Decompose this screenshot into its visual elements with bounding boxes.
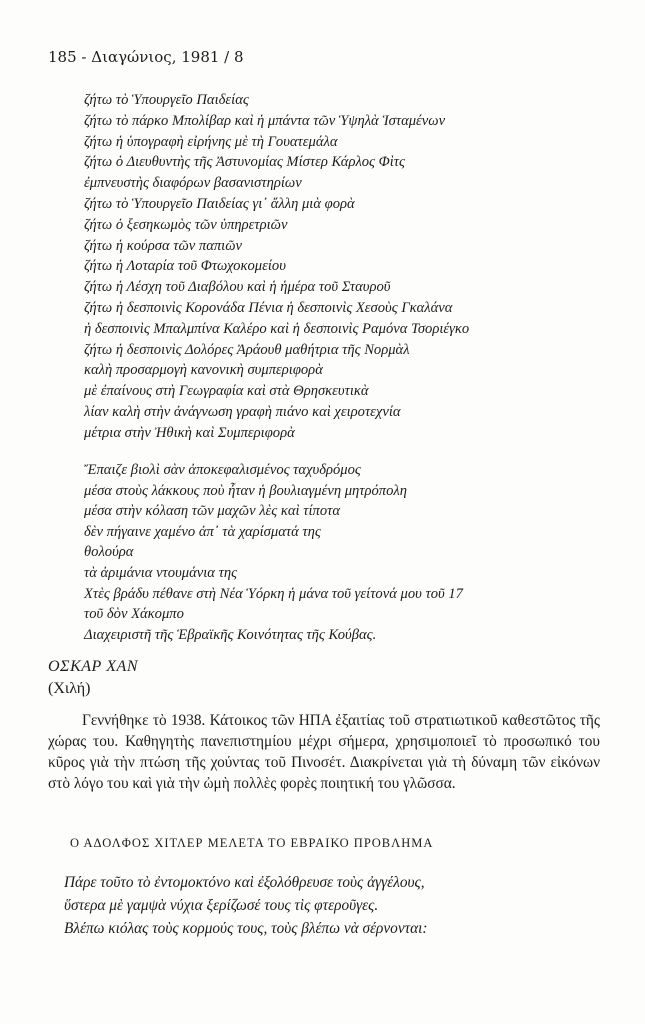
poem-line: ζήτω ὁ ξεσηκωμὸς τῶν ὑπηρετριῶν [84,216,288,233]
author-block [48,656,138,700]
poem-line: ἡ δεσποινὶς Μπαλμπίνα Καλέρο καὶ ἡ δεσποινὶς Ραμόνα Τσοριέγκο [84,320,470,337]
poem-line: μέσα στὴν κόλαση τῶν μαχῶν λὲς καὶ τίποτα [84,503,341,520]
poem-line: ζήτω ἡ δεσποινὶς Κορονάδα Πένια ἡ δεσποινὶς Χεσοὺς Γκαλάνα [84,299,453,316]
poem-line: Χτὲς βράδυ πέθανε στὴ Νέα Ὑόρκη ἡ μάνα τοῦ γείτονά μου τοῦ 17 [84,585,463,602]
poem-line: θολούρα [84,544,134,561]
poem-line: Πάρε τοῦτο τὸ ἐντομοκτόνο καὶ ἐξολόθρευσε τοὺς ἀγγέλους, [64,874,425,891]
poem-line: ζήτω τὸ Ὑπουργεῖο Παιδείας [84,92,249,108]
poem-line: Διαχειριστῆ τῆς Ἑβραϊκῆς Κοινότητας τῆς Κούβας. [84,626,377,643]
poem-line: ζήτω ἡ Λοταρία τοῦ Φτωχοκομείου [84,258,286,275]
poem-line: ἐμπνευστὴς διαφόρων βασανιστηρίων [84,175,302,192]
poem-line: ζήτω τὸ Ὑπουργεῖο Παιδείας γι᾿ ἄλλη μιὰ φορὰ [84,195,355,212]
poem-line: Ἔπαιζε βιολὶ σὰν ἀποκεφαλισμένος ταχυδρόμος [84,462,361,478]
poem-stanza-1 [84,90,469,444]
author-country: (Χιλή) [48,680,91,697]
poem-line: μέσα στοὺς λάκκους ποὺ ἦταν ἡ βουλιαγμένη μητρόπολη [84,482,407,499]
poem-line: ὕστερα μὲ γαμψὰ νύχια ξερίζωσέ τους τὶς φτεροῦγες. [64,897,379,914]
poem-line: ζήτω ὁ Διευθυντὴς τῆς Ἀστυνομίας Μίστερ Κάρλος Φὶτς [84,154,405,171]
poem-line: λίαν καλὴ στὴν ἀνάγνωση γραφὴ πιάνο καὶ χειροτεχνία [84,403,401,420]
page-header: 185 - Διαγώνιος, 1981 / 8 [48,48,244,66]
poem-line: ζήτω ἡ δεσποινὶς Δολόρες Ἀράουθ μαθήτρια τῆς Νορμὰλ [84,341,410,358]
poem-line: τὰ ἀριμάνια ντουμάνια της [84,564,237,581]
poem-2-lines [64,871,427,940]
poem-line: ζήτω ἡ ὑπογραφὴ εἰρήνης μὲ τὴ Γουατεμάλα [84,133,338,150]
poem-line: Βλέπω κιόλας τοὺς κορμούς τους, τοὺς βλέπω νὰ σέρνονται: [64,920,428,937]
poem-title: Ο ΑΔΟΛΦΟΣ ΧΙΤΛΕΡ ΜΕΛΕΤΑ ΤΟ ΕΒΡΑΙΚΟ ΠΡΟΒΛΗΜΑ [70,836,434,850]
author-bio: Γεννήθηκε τὸ 1938. Κάτοικος τῶν ΗΠΑ ἐξαιτίας τοῦ στρατιωτικοῦ καθεστῶτος τῆς χώρας του. Καθηγητὴς πανεπιστημίου μέχρι σήμερα, χρησιμοποιεῖ τὸ προσωπικό του κῦρος γιὰ τὴν πτώση τῆς χούντας τοῦ Πινοσέτ. Διακρίνεται γιὰ τὴ δύναμη τῶν εἰκόνων στὸ λόγο του καὶ γιὰ τὴν ὠμὴ πολλὲς φορὲς ποιητική του γλῶσσα. [48,712,600,792]
poem-line: καλὴ προσαρμογὴ κανονικὴ συμπεριφορὰ [84,362,323,379]
poem-line: μὲ ἐπαίνους στὴ Γεωγραφία καὶ στὰ Θρησκευτικὰ [84,383,369,400]
poem-line: ζήτω ἡ Λέσχη τοῦ Διαβόλου καὶ ἡ ἡμέρα τοῦ Σταυροῦ [84,279,391,296]
poem-stanza-2 [84,460,463,645]
poem-line: τοῦ δὸν Χάκομπο [84,606,184,623]
author-name: ΟΣΚΑΡ ΧΑΝ [48,658,138,675]
poem-line: μέτρια στὴν Ἠθικὴ καὶ Συμπεριφορὰ [84,424,295,441]
poem-line: δὲν πήγαινε χαμένο ἀπ᾿ τὰ χαρίσματά της [84,523,321,540]
poem-line: ζήτω τὸ πάρκο Μπολίβαρ καὶ ἡ μπάντα τῶν Ὑψηλὰ Ἱσταμένων [84,112,446,129]
poem-line: ζήτω ἡ κούρσα τῶν παπιῶν [84,237,243,254]
